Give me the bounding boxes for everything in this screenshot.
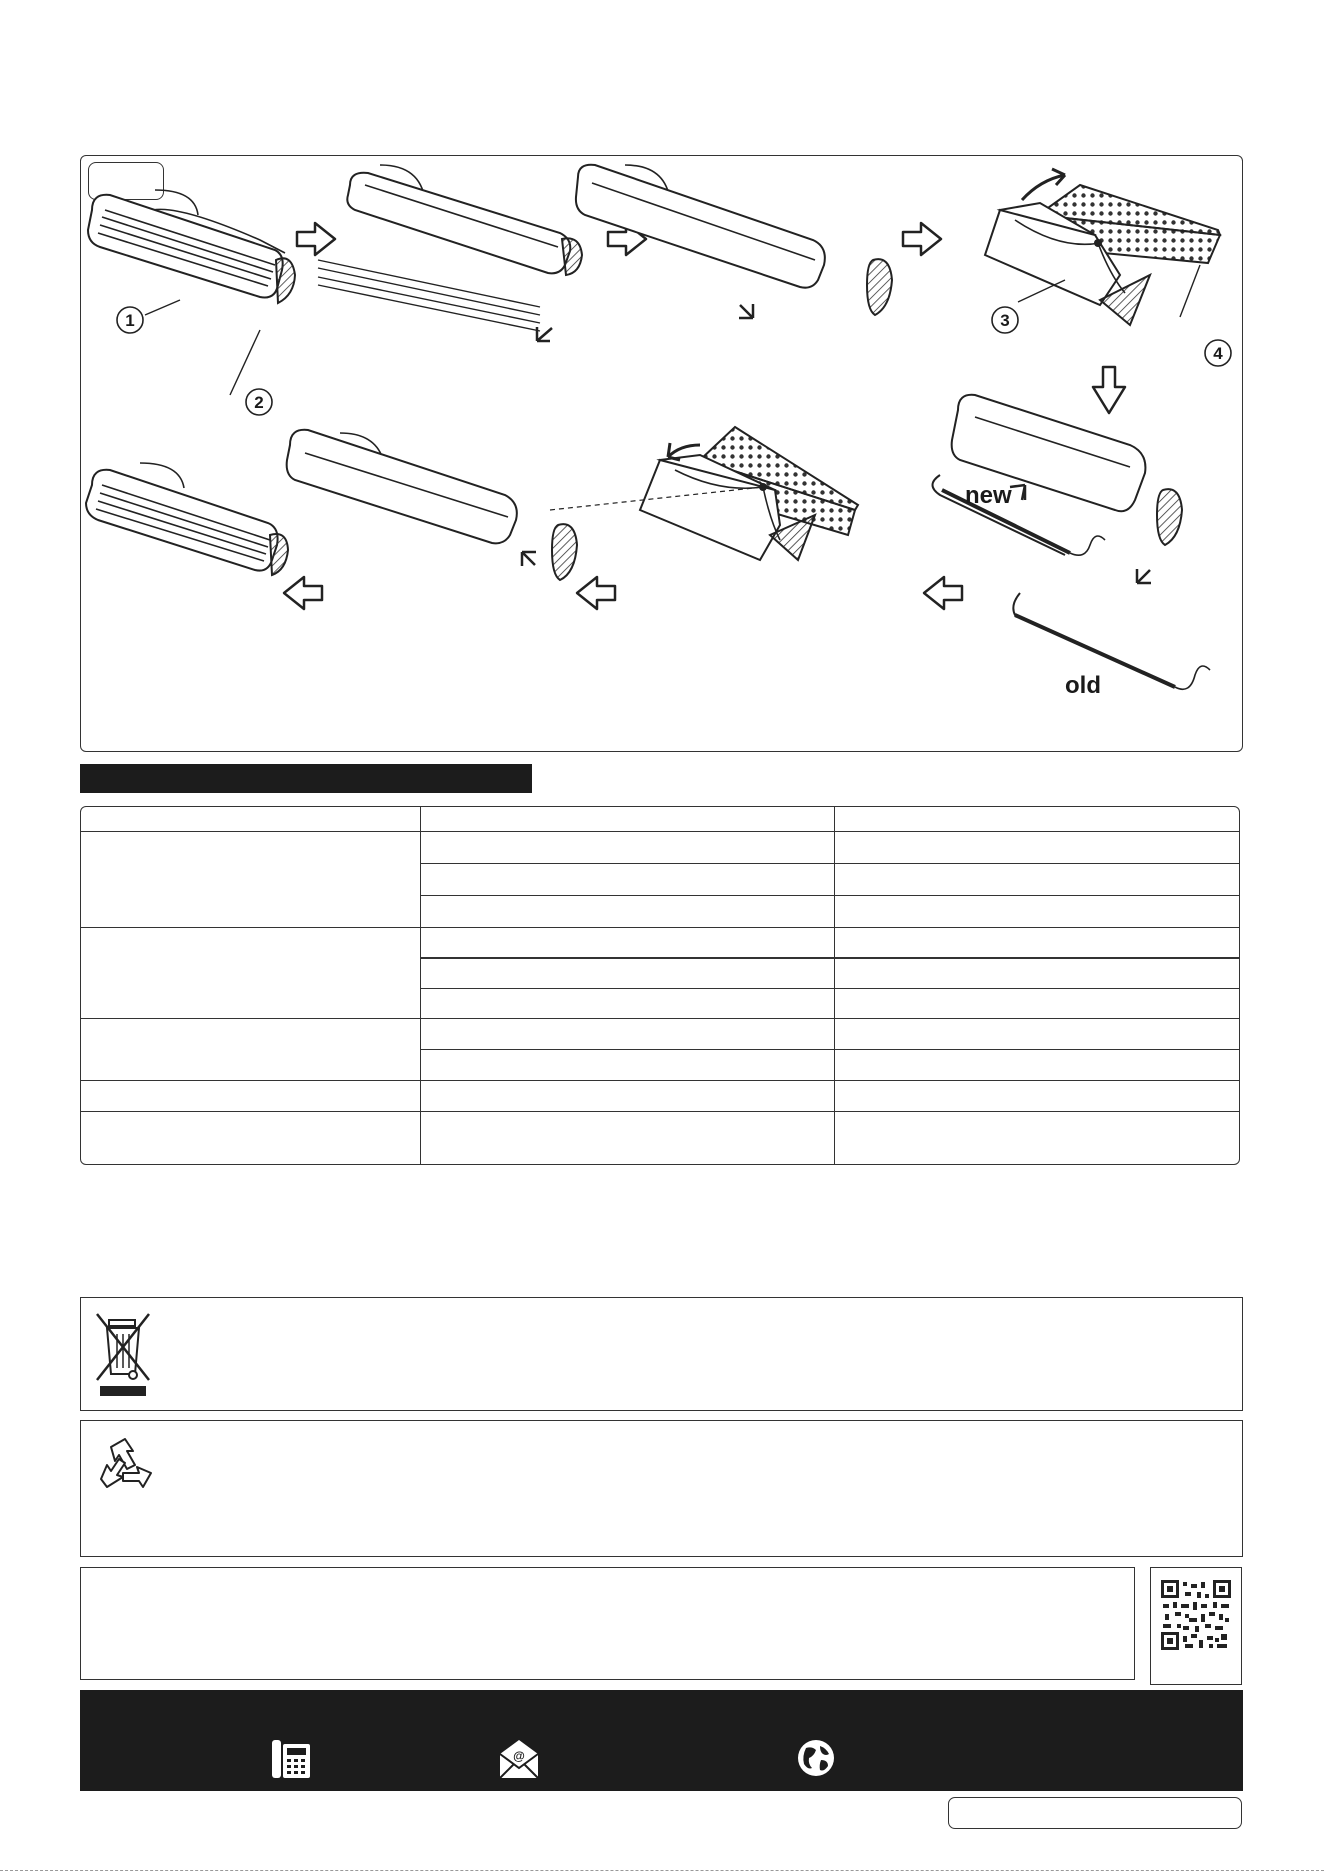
arrow-down-icon [1093,367,1125,413]
arrow-right-icon [297,223,335,255]
callout-2: 2 [254,393,264,412]
arrow-left-icon [577,577,615,609]
table-row-divider [81,1080,1240,1081]
email-envelope-icon[interactable] [498,1738,540,1780]
step-6-reflector-closing [550,427,858,560]
arrow-right-icon [903,223,941,255]
recycle-arrows-icon [93,1433,157,1497]
table-row-divider [81,831,1240,832]
svg-text:@: @ [513,1749,525,1763]
arrow-left-icon [924,577,962,609]
lamp-replacement-diagram [80,155,1243,752]
table-row-divider [420,863,1240,864]
step-1-heater [88,190,295,415]
step-4-reflector-opened [985,169,1231,366]
table-row-divider [420,957,1240,959]
page-bottom-rule [0,1870,1324,1871]
table-row-divider [420,895,1240,896]
crossed-out-wheelie-bin-icon [95,1312,151,1398]
qr-code-icon [1161,1580,1231,1650]
table-heading-bar [80,764,532,793]
reference-box [948,1797,1242,1829]
table-row-divider [81,927,1240,928]
callout-3: 3 [1000,311,1010,330]
step-7-end-cap-refit [287,430,577,580]
specification-table [80,806,1240,1165]
step-5-lamp-replacement [933,395,1211,699]
information-box [80,1567,1135,1680]
arrow-left-icon [284,577,322,609]
callout-4: 4 [1213,344,1223,363]
label-old-lamp: old [1065,672,1101,699]
phone-icon[interactable] [270,1738,312,1780]
weee-disposal-box [80,1297,1243,1411]
step-8-heater-assembled [86,463,288,575]
globe-icon[interactable] [796,1738,836,1778]
table-row-divider [420,988,1240,989]
qr-code-box[interactable] [1150,1567,1242,1685]
step-2-grille-removed [318,165,582,341]
table-row-divider [81,1111,1240,1112]
label-new-lamp: new [965,482,1012,509]
table-row-divider [420,1049,1240,1050]
table-row-divider [81,1018,1240,1019]
contact-bar [80,1690,1243,1791]
callout-1: 1 [125,311,135,330]
recycling-box [80,1420,1243,1557]
